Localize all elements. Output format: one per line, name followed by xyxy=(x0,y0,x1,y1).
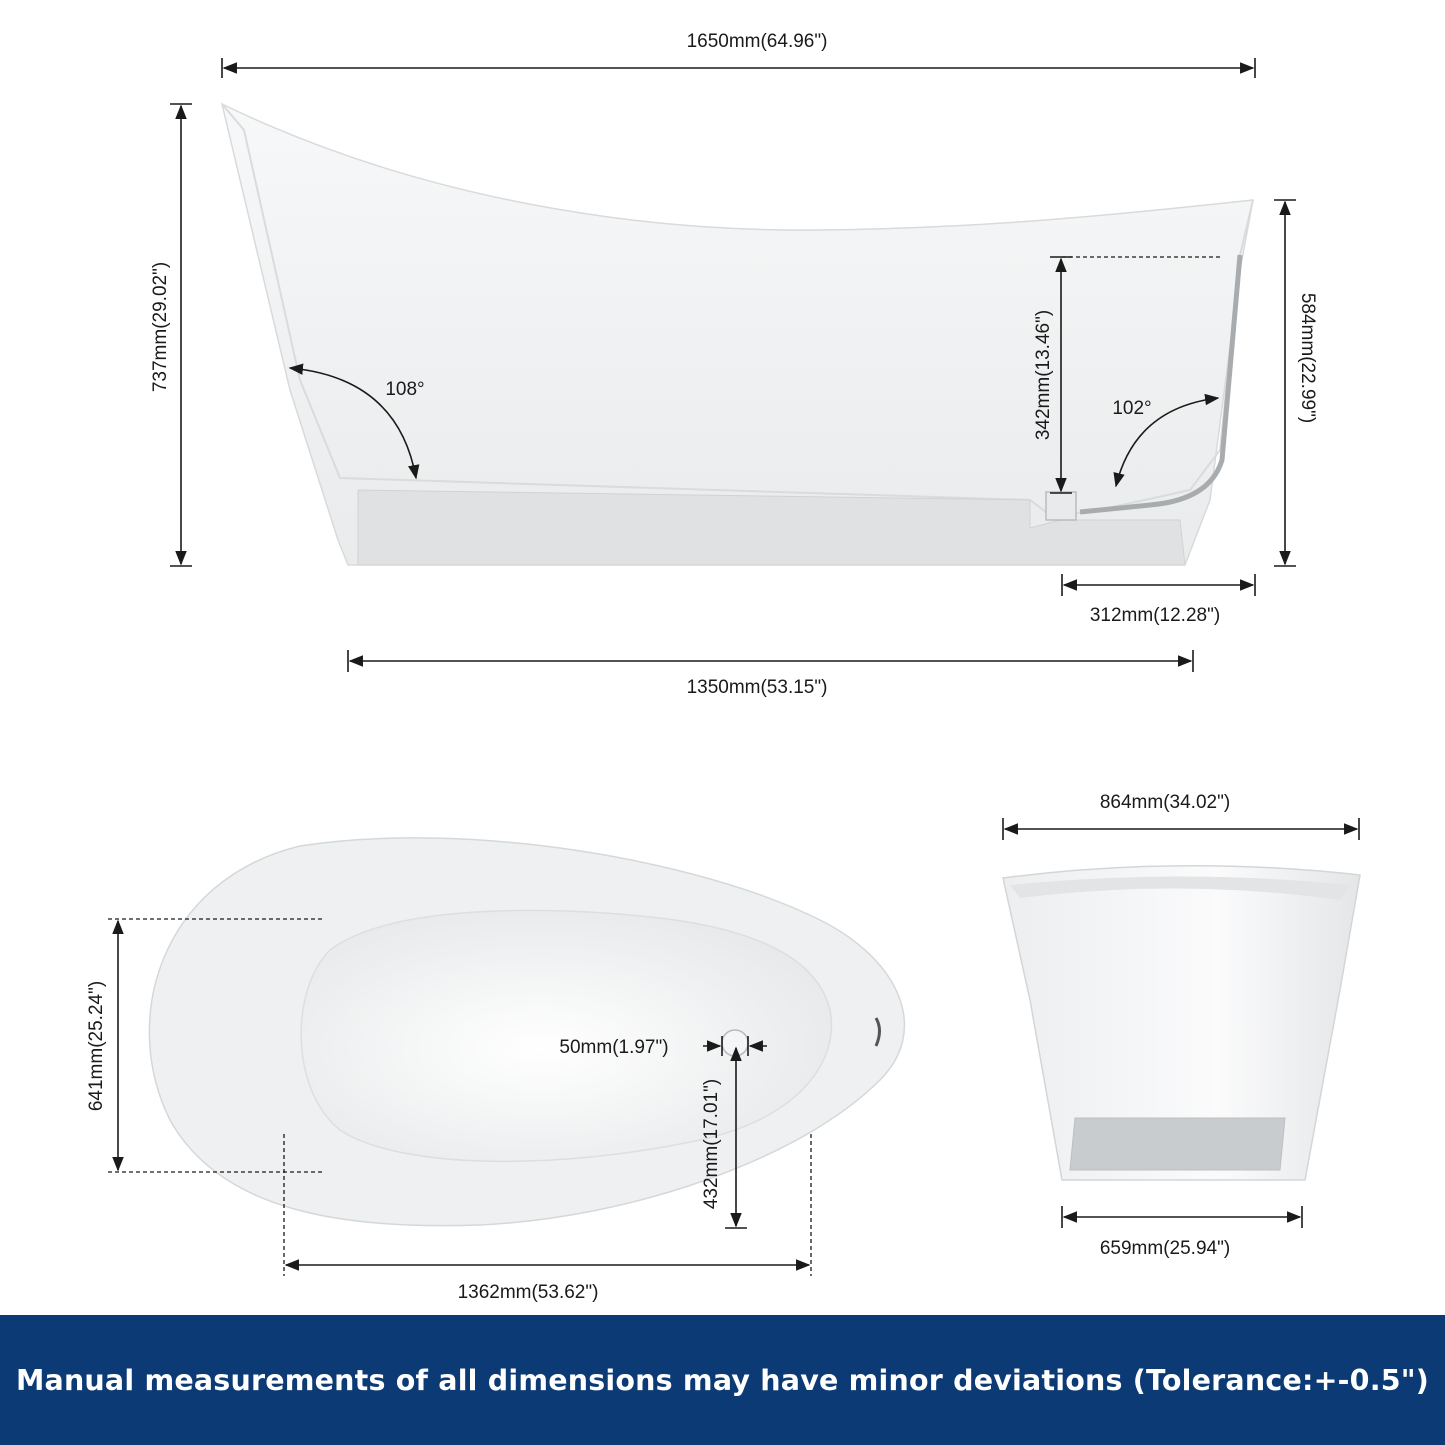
top-length-label: 1362mm(53.62") xyxy=(457,1282,599,1303)
drain-diameter-label: 50mm(1.97") xyxy=(559,1037,669,1058)
end-view-base-cavity xyxy=(1070,1118,1285,1170)
side-view-drain xyxy=(1046,492,1076,520)
tolerance-banner xyxy=(0,1315,1445,1445)
head-angle-label: 108° xyxy=(385,379,425,400)
inner-length-label: 1350mm(53.15") xyxy=(686,677,828,698)
tolerance-banner-text: Manual measurements of all dimensions may have minor deviations (Tolerance:+-0.5") xyxy=(15,1363,1430,1397)
side-view xyxy=(150,31,1318,698)
drain-offset-label: 312mm(12.28") xyxy=(1089,605,1221,626)
overall-length-label: 1650mm(64.96") xyxy=(686,31,828,52)
top-view-drain xyxy=(722,1030,748,1056)
end-base-width-label: 659mm(25.94") xyxy=(1099,1238,1231,1259)
drain-to-wall-label: 432mm(17.01") xyxy=(701,1078,722,1210)
top-view-tub-basin xyxy=(301,910,831,1161)
end-view xyxy=(1003,792,1360,1259)
foot-angle-label: 102° xyxy=(1112,398,1152,419)
foot-end-height-label: 584mm(22.99") xyxy=(1297,292,1318,424)
inner-depth-label: 342mm(13.46") xyxy=(1033,309,1054,441)
end-top-width-label: 864mm(34.02") xyxy=(1099,792,1231,813)
top-view xyxy=(86,838,904,1303)
overall-height-label: 737mm(29.02") xyxy=(150,261,171,393)
top-width-label: 641mm(25.24") xyxy=(86,980,107,1112)
